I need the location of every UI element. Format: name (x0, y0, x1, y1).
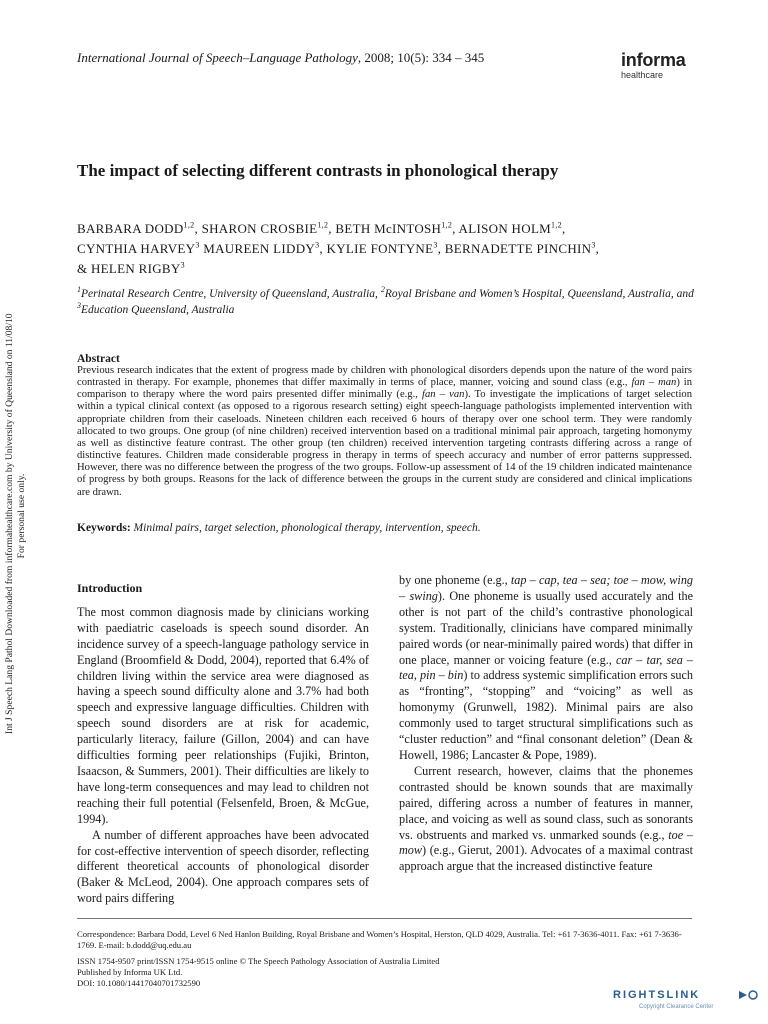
paragraph: by one phoneme (e.g., tap – cap, tea – sea; toe – mow, wing – swing). One phoneme is usually used accurately and the other is not part of the child’s contrastive phonological system. Traditionally, clinicians have compared minimally paired words (or near-minimally paired words) that differ in one place, manner or voicing feature (e.g., car – tar, sea – tea, pin – bin) to address systemic simplification errors such as “fronting”, “stopping” and “voicing” as well as homonymy (Grunwell, 1982). Minimal pairs are also commonly used to target structural simplifications such as “cluster reduction” and “final consonant deletion” (Dean & Howell, 1986; Lancaster & Pope, 1989). (399, 573, 694, 762)
logo-name: informa (621, 50, 686, 70)
side-note-line-2: For personal use only. (16, 473, 27, 559)
footer-divider (77, 918, 692, 919)
author: BETH McINTOSH$^{1,2}$, (335, 220, 459, 236)
author: KYLIE FONTYNE$^3$, (326, 240, 445, 256)
abstract-text: Previous research indicates that the extent of progress made by children with phonological disorders depends upon the nature of the word pairs contrasted in therapy. For example, phonemes that differ maximally in terms of place, manner, voicing and sound class (e.g., fan – man) in comparison to therapy where the word pairs presented differ minimally (e.g., fan – van). To investigate the implications of target selection within a typical clinical context (as opposed to a rigorous research setting) eight speech-language pathologists implemented intervention with appropriate children from their caseloads. Nineteen children each received 6 hours of therapy over one school term. They were randomly allocated to two groups. One group (of nine children) received intervention based on a traditional minimal pair approach, targeting homonymy as well as distinctive feature contrast. The other group (ten children) received intervention targeting contrasts differing across a range of distinctive features. Children made considerable progress in therapy in terms of speech accuracy and number of error patterns suppressed. However, there was no difference between the progress of the two groups. Follow-up assessment of 14 of the 19 children indicated maintenance of progress by both groups. Reasons for the lack of difference between the groups in the current study are considered and clinical implications are drawn. (77, 365, 692, 498)
rightslink-text: RIGHTSLINK (613, 989, 701, 1001)
issn: ISSN 1754-9507 print/ISSN 1754-9515 online © The Speech Pathology Association of Australia Limited (77, 956, 440, 966)
publisher-logo (621, 50, 686, 80)
publication-info (77, 956, 692, 989)
keywords-value: Minimal pairs, target selection, phonological therapy, intervention, speech. (133, 522, 481, 534)
paragraph: Current research, however, claims that the phonemes contrasted should be known sounds that are maximally paired, differing across a number of features in manner, place, and voicing as well as sound class, such as sonorants vs. obstruents and marked vs. unmarked sounds (e.g., toe – mow) (e.g., Gierut, 2001). Advocates of a maximal contrast approach argue that the increased distinctive feature (399, 763, 693, 874)
journal-volume: , 2008; 10(5): 334 – 345 (357, 50, 485, 65)
journal-citation (77, 50, 484, 66)
download-side-note (3, 296, 27, 736)
affiliations: $^1$Perinatal Research Centre, University of Queensland, Australia, $^2$Royal Brisbane and Women’s Hospital, Queensland, Australia, and $^3$Education Queensland, Australia (77, 285, 694, 316)
side-note-line-1: Int J Speech Lang Pathol Downloaded from informahealthcare.com by University of Queensland on 11/08/10 (4, 313, 15, 734)
abstract-heading: Abstract (77, 353, 120, 365)
paragraph: A number of different approaches have been advocated for cost-effective intervention of speech disorder, reflecting different theoretical accounts of phonological disorder (Baker & McLeod, 2004). One approach compares sets of word pairs differing (77, 827, 369, 906)
author: SHARON CROSBIE$^{1,2}$, (201, 220, 336, 236)
author: ALISON HOLM$^{1,2}$, (458, 220, 566, 236)
rightslink-subtitle: Copyright Clearance Center (639, 1004, 714, 1010)
rightslink-logo[interactable] (611, 986, 761, 1016)
paragraph: The most common diagnosis made by clinicians working with paediatric caseloads is speech sound disorder. An incidence survey of a speech-language pathology service in England (Broomfield & Dodd, 2004), reported that 6.4% of children living within the service area were diagnosed as having a speech sound difficulty alone and 3.7% had both speech and expressive language difficulties. Children with speech sound disorders are at risk for academic, particularly literacy, failure (Gillon, 2004) and can have difficulties forming peer relationships (Fujiki, Brinton, Isaacson, & Summers, 2001). Their difficulties are likely to have long-term consequences and may lead to children not reaching their full potential (Felsenfeld, Broen, & McGue, 1994). (77, 604, 369, 826)
author: MAUREEN LIDDY$^3$, (203, 240, 327, 256)
author: BERNADETTE PINCHIN$^3$, (444, 240, 600, 256)
doi: DOI: 10.1080/14417040701732590 (77, 978, 201, 988)
right-column (399, 573, 693, 875)
author: BARBARA DODD$^{1,2}$, (77, 220, 202, 236)
author-list (77, 219, 697, 279)
left-column (77, 573, 369, 907)
rightslink-arrow-icon (739, 991, 747, 999)
logo-subtitle: healthcare (621, 70, 664, 80)
journal-name: International Journal of Speech–Language Pathology (77, 50, 358, 65)
section-heading: Introduction (77, 581, 143, 595)
publisher: Published by Informa UK Ltd. (77, 967, 183, 977)
author: CYNTHIA HARVEY$^3$ (77, 240, 200, 256)
author: & HELEN RIGBY$^3$ (77, 260, 185, 276)
correspondence: Correspondence: Barbara Dodd, Level 6 Ned Hanlon Building, Royal Brisbane and Women’s Hospital, Herston, QLD 4029, Australia. Tel: +61 7-3636-4011. Fax: +61 7-3636-1769. E-mail: b.dodd@uq.edu.au (77, 929, 682, 950)
article-title: The impact of selecting different contrasts in phonological therapy (77, 161, 559, 180)
keywords-label: Keywords: (77, 522, 131, 534)
keywords (77, 522, 692, 534)
